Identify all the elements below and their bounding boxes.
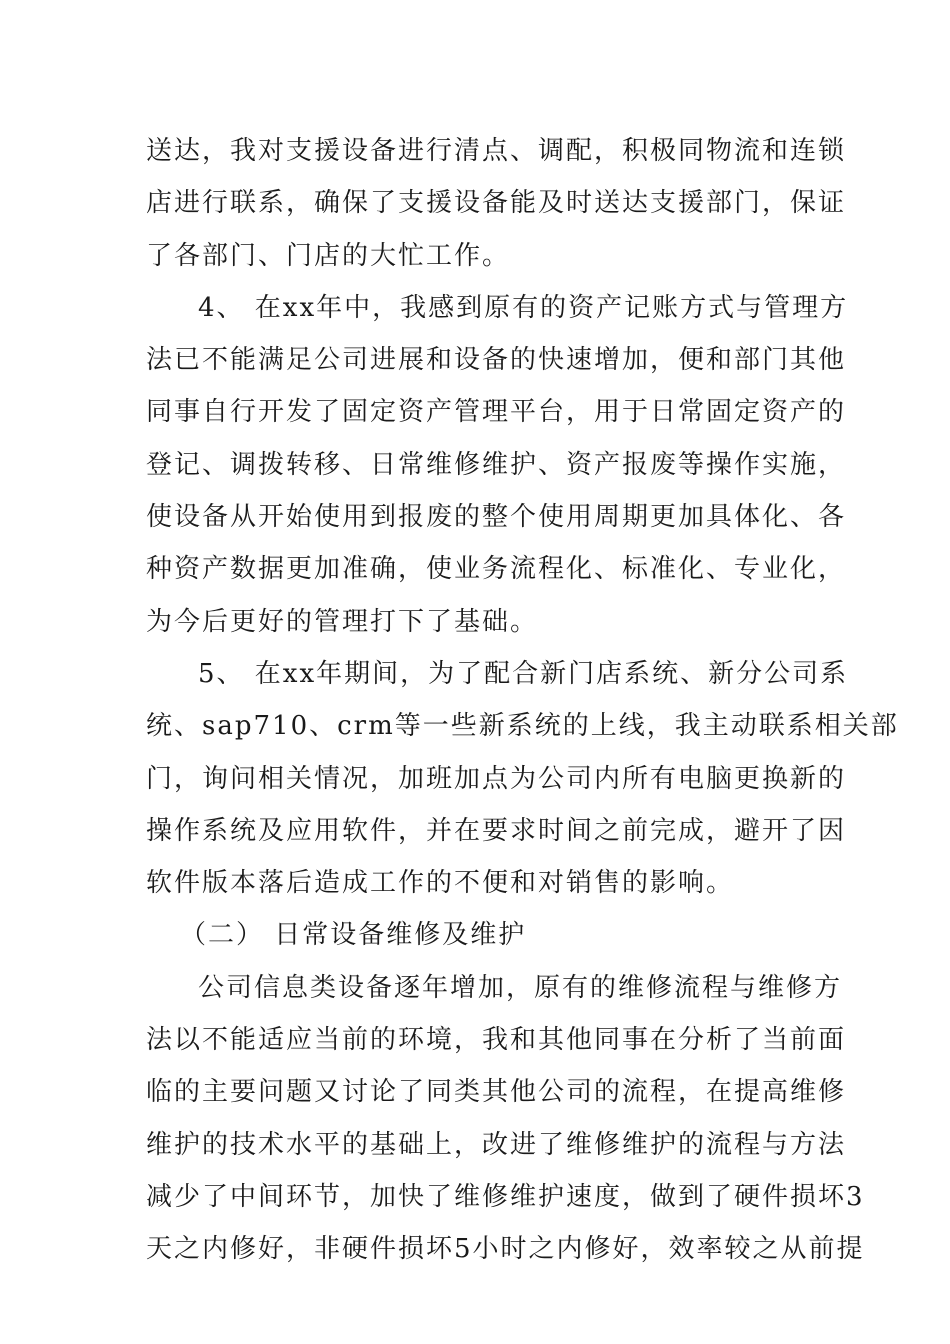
- text-line-3: 了各部门、门店的大忙工作。: [146, 240, 511, 271]
- text-line-14: 操作系统及应用软件，并在要求时间之前完成，避开了因: [146, 815, 847, 846]
- text-line-10: 为今后更好的管理打下了基础。: [146, 606, 539, 637]
- text-line-17: 公司信息类设备逐年增加，原有的维修流程与维修方: [198, 972, 843, 1003]
- text-line-6: 同事自行开发了固定资产管理平台，用于日常固定资产的: [146, 397, 847, 428]
- text-line-1: 送达，我对支援设备进行清点、调配，积极同物流和连锁: [146, 136, 847, 166]
- text-line-22: 天之内修好，非硬件损坏5小时之内修好，效率较之从前提: [146, 1234, 865, 1265]
- text-line-15: 软件版本落后造成工作的不便和对销售的影响。: [146, 868, 735, 899]
- text-line-5: 法已不能满足公司进展和设备的快速增加，便和部门其他: [146, 345, 847, 376]
- section-heading: （二） 日常设备维修及维护: [180, 920, 527, 951]
- text-line-2: 店进行联系，确保了支援设备能及时送达支援部门，保证: [146, 188, 847, 219]
- text-line-19: 临的主要问题又讨论了同类其他公司的流程，在提高维修: [146, 1077, 847, 1108]
- text-line-7: 登记、调拨转移、日常维修维护、资产报废等操作实施，: [146, 449, 847, 480]
- text-line-12: 统、sap710、crm等一些新系统的上线，我主动联系相关部: [146, 711, 899, 742]
- text-line-4: 4、 在xx年中，我感到原有的资产记账方式与管理方: [198, 292, 849, 323]
- text-line-18: 法以不能适应当前的环境，我和其他同事在分析了当前面: [146, 1025, 847, 1056]
- text-line-20: 维护的技术水平的基础上，改进了维修维护的流程与方法: [146, 1129, 847, 1160]
- text-line-9: 种资产数据更加准确，使业务流程化、标准化、专业化，: [146, 554, 847, 585]
- text-line-13: 门，询问相关情况，加班加点为公司内所有电脑更换新的: [146, 763, 847, 794]
- text-line-11: 5、 在xx年期间，为了配合新门店系统、新分公司系: [198, 658, 849, 689]
- text-line-8: 使设备从开始使用到报废的整个使用周期更加具体化、各: [146, 502, 847, 533]
- text-line-21: 减少了中间环节，加快了维修维护速度，做到了硬件损坏3: [146, 1181, 865, 1212]
- document-body: [146, 125, 899, 1276]
